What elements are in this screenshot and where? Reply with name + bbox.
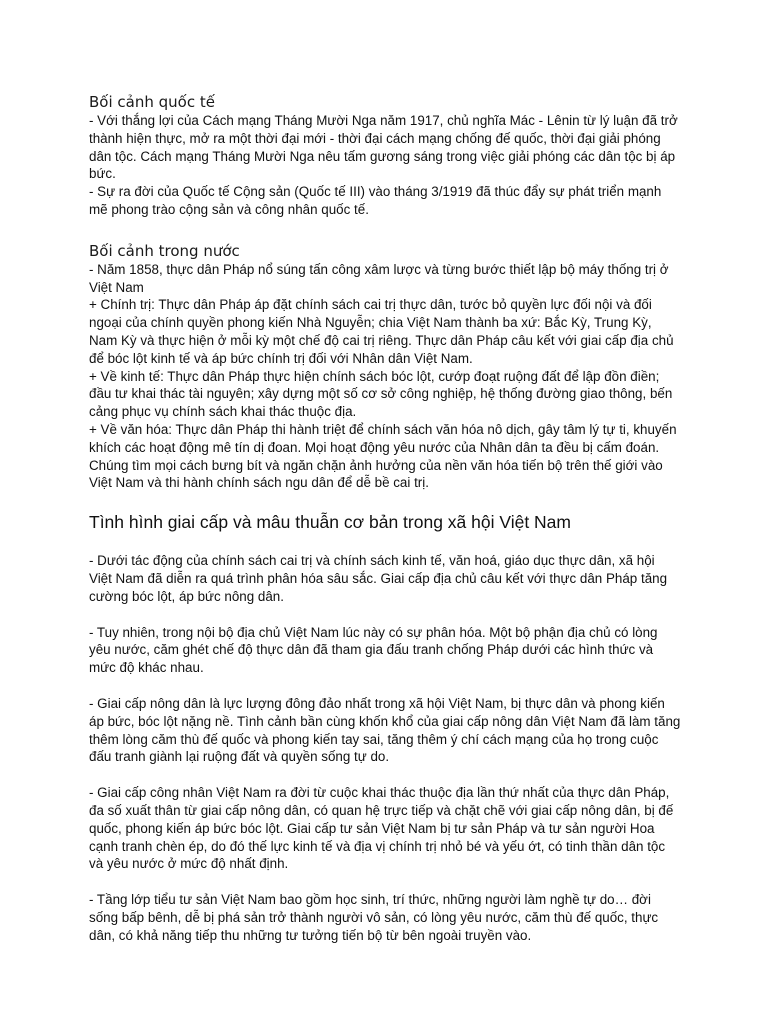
text-domestic-politics: + Chính trị: Thực dân Pháp áp đặt chính sách cai trị thực dân, tước bỏ quyền lực đối nội và đối ngoại của chính quyền phong kiến Nhà Nguyễn; chia Việt Nam thành ba xứ: Bắc Kỳ, Trung Kỳ, Nam Kỳ và thực hiện ở mỗi kỳ một chế độ cai trị riêng. Thực dân Pháp câu kết với giai cấp địa chủ để bóc lột kinh tế và áp bức chính trị đối với Nhân dân Việt Nam. <box>89 297 674 366</box>
spacer <box>89 219 681 241</box>
text-international-1: - Với thắng lợi của Cách mạng Tháng Mười Nga năm 1917, chủ nghĩa Mác - Lênin từ lý luận đã trở thành hiện thực, mở ra một thời đại mới - thời đại cách mạng chống đế quốc, thời đại giải phóng dân tộc. Cách mạng Tháng Mười Nga nêu tấm gương sáng trong việc giải phóng các dân tộc bị áp bức. <box>89 113 678 182</box>
spacer <box>89 533 681 552</box>
paragraph-social-differentiation: - Dưới tác động của chính sách cai trị và chính sách kinh tế, văn hoá, giáo dục thực dân, xã hội Việt Nam đã diễn ra quá trình phân hóa sâu sắc. Giai cấp địa chủ câu kết với thực dân Pháp tăng cường bóc lột, áp bức nông dân. <box>89 553 668 604</box>
document-page <box>89 92 681 962</box>
paragraph-petty-bourgeoisie: - Tầng lớp tiểu tư sản Việt Nam bao gồm học sinh, trí thức, những người làm nghề tự do… đời sống bấp bênh, dễ bị phá sản trở thành người vô sản, có lòng yêu nước, căm thù đế quốc, thực dân, có khả năng tiếp thu những tư tưởng tiến bộ từ bên ngoài truyền vào. <box>89 892 659 943</box>
heading-class-situation: Tình hình giai cấp và mâu thuẫn cơ bản trong xã hội Việt Nam <box>89 512 571 533</box>
paragraph-workers-bourgeoisie: - Giai cấp công nhân Việt Nam ra đời từ cuộc khai thác thuộc địa lần thứ nhất của thực dân Pháp, đa số xuất thân từ giai cấp nông dân, có quan hệ trực tiếp và chặt chẽ với giai cấp nông dân, bị đế quốc, phong kiến áp bức bóc lột. Giai cấp tư sản Việt Nam bị tư sản Pháp và tư sản người Hoa cạnh tranh chèn ép, do đó thế lực kinh tế và địa vị chính trị nhỏ bé và yếu ớt, có tinh thần dân tộc và yêu nước ở mức độ nhất định. <box>89 785 674 872</box>
text-international-2: - Sự ra đời của Quốc tế Cộng sản (Quốc tế III) vào tháng 3/1919 đã thúc đẩy sự phát triển mạnh mẽ phong trào cộng sản và công nhân quốc tế. <box>89 184 662 217</box>
text-domestic-economy: + Về kinh tế: Thực dân Pháp thực hiện chính sách bóc lột, cướp đoạt ruộng đất để lập đồn điền; đầu tư khai thác tài nguyên; xây dựng một số cơ sở công nghiệp, hệ thống đường giao thông, bến cảng phục vụ chính sách khai thác thuộc địa. <box>89 368 673 420</box>
spacer <box>89 492 681 511</box>
paragraph-landlords: - Tuy nhiên, trong nội bộ địa chủ Việt Nam lúc này có sự phân hóa. Một bộ phận địa chủ có lòng yêu nước, căm ghét chế độ thực dân đã tham gia đấu tranh chống Pháp dưới các hình thức và mức độ khác nhau. <box>89 624 658 676</box>
paragraph-peasants: - Giai cấp nông dân là lực lượng đông đảo nhất trong xã hội Việt Nam, bị thực dân và phong kiến áp bức, bóc lột nặng nề. Tình cảnh bần cùng khốn khổ của giai cấp nông dân Việt Nam đã làm tăng thêm lòng căm thù đế quốc và phong kiến tay sai, tăng thêm ý chí cách mạng của họ trong cuộc đấu tranh giành lại ruộng đất và quyền sống tự do. <box>89 695 681 765</box>
heading-international-context: Bối cảnh quốc tế <box>89 93 215 111</box>
text-domestic-1: - Năm 1858, thực dân Pháp nổ súng tấn công xâm lược và từng bước thiết lập bộ máy thống trị ở Việt Nam <box>89 261 669 295</box>
text-domestic-culture: + Về văn hóa: Thực dân Pháp thi hành triệt để chính sách văn hóa nô dịch, gây tâm lý tự ti, khuyến khích các hoạt động mê tín dị đoan. Mọi hoạt động yêu nước của Nhân dân ta đều bị cấm đoán. Chúng tìm mọi cách bưng bít và ngăn chặn ảnh hưởng của nền văn hóa tiến bộ trên thế giới vào Việt Nam và thi hành chính sách ngu dân để dễ bề cai trị. <box>89 421 677 491</box>
heading-domestic-context: Bối cảnh trong nước <box>89 241 240 260</box>
